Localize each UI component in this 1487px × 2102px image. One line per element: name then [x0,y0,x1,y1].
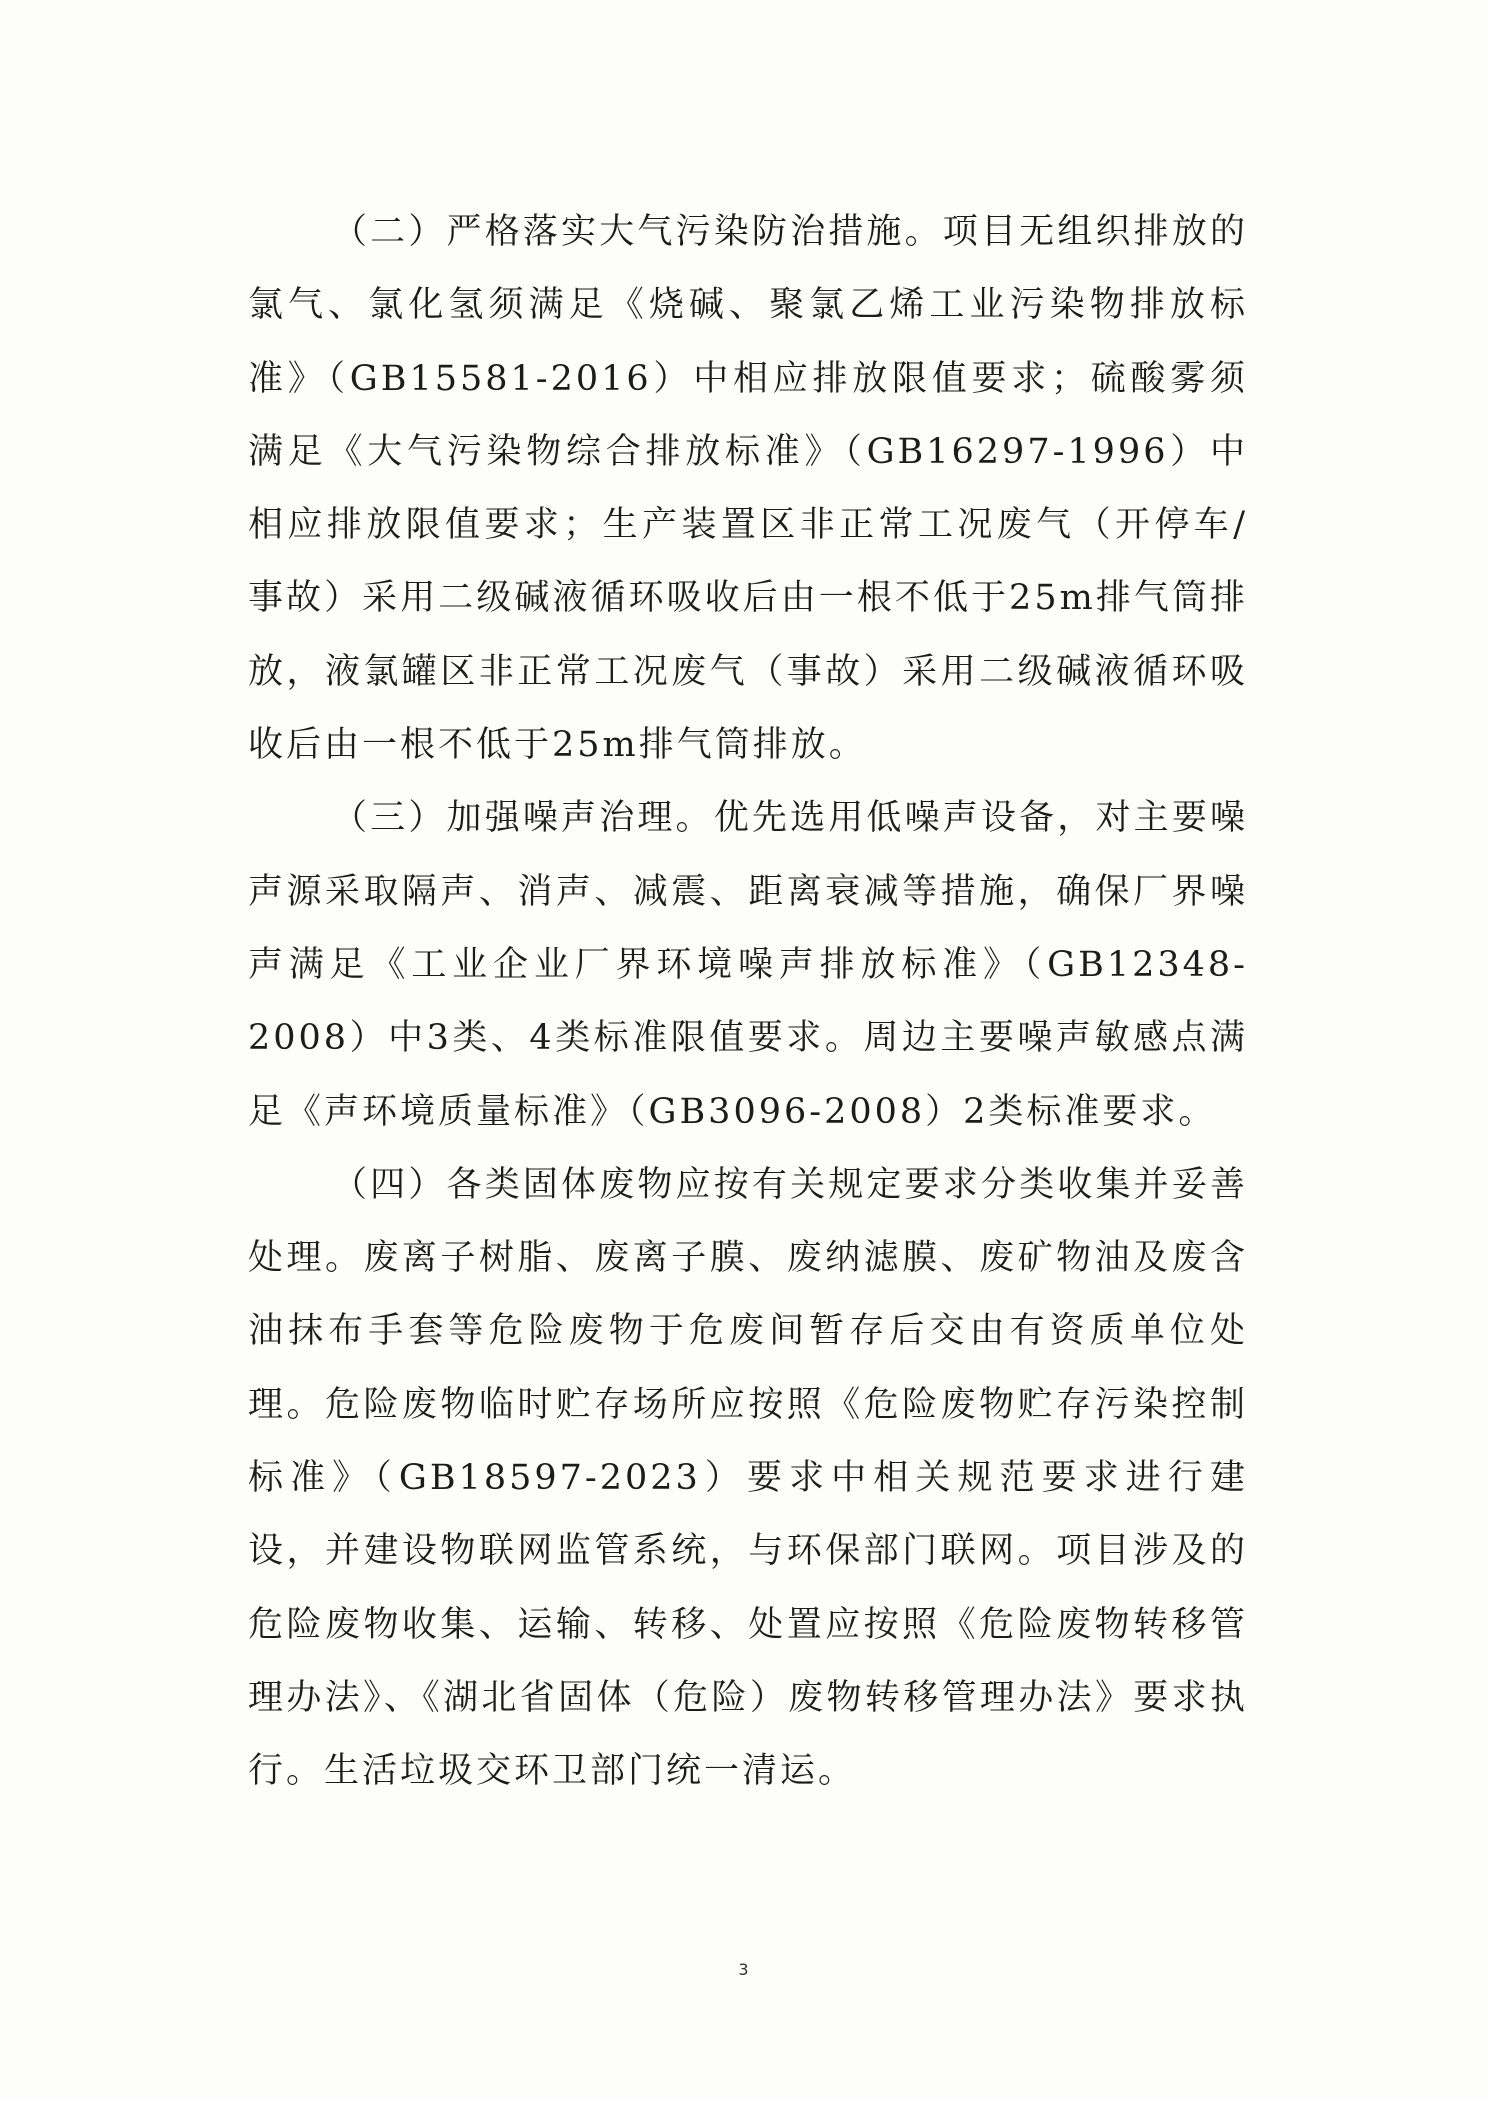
paragraph-air-pollution: （二）严格落实大气污染防治措施。项目无组织排放的氯气、氯化氢须满足《烧碱、聚氯乙烯工业污染物排放标准》（GB15581-2016）中相应排放限值要求；硫酸雾须满足《大气污染物综合排放标准》（GB16297-1996）中相应排放限值要求；生产装置区非正常工况废气（开停车/事故）采用二级碱液循环吸收后由一根不低于25m排气筒排放，液氯罐区非正常工况废气（事故）采用二级碱液循环吸收后由一根不低于25m排气筒排放。 [248,212,1248,766]
page-number: 3 [738,1960,749,1979]
paragraph-solid-waste: （四）各类固体废物应按有关规定要求分类收集并妥善处理。废离子树脂、废离子膜、废纳滤膜、废矿物油及废含油抹布手套等危险废物于危废间暂存后交由有资质单位处理。危险废物临时贮存场所应按照《危险废物贮存污染控制标准》（GB18597-2023）要求中相关规范要求进行建设，并建设物联网监管系统，与环保部门联网。项目涉及的危险废物收集、运输、转移、处置应按照《危险废物转移管理办法》、《湖北省固体（危险）废物转移管理办法》要求执行。生活垃圾交环卫部门统一清运。 [248,1164,1248,1792]
document-body [248,196,1248,1809]
paragraph-noise-control: （三）加强噪声治理。优先选用低噪声设备，对主要噪声源采取隔声、消声、减震、距离衰减等措施，确保厂界噪声满足《工业企业厂界环境噪声排放标准》（GB12348-2008）中3类、4类标准限值要求。周边主要噪声敏感点满足《声环境质量标准》（GB3096-2008）2类标准要求。 [248,798,1248,1132]
